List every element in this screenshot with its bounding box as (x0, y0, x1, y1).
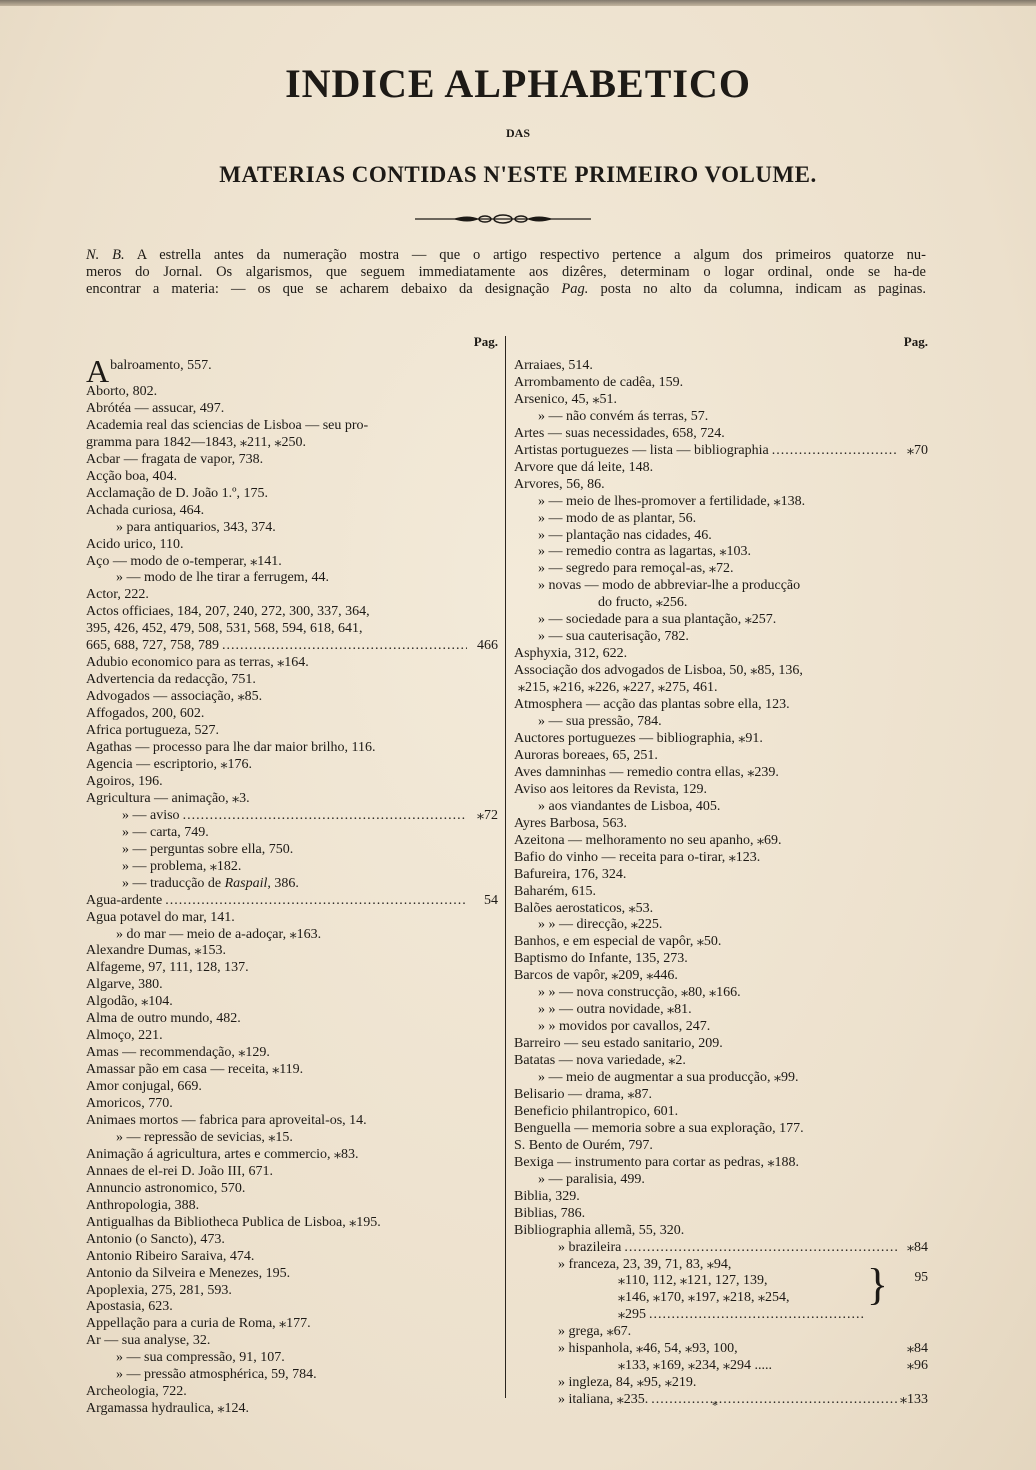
index-entry: Artistas portuguezes — lista — bibliographia ..... ⁎70 (514, 443, 928, 460)
index-entry: Arvore que dá leite, 148. (514, 459, 654, 475)
index-entry: Agua-ardente ..... 54 (86, 893, 498, 910)
index-entry: » italiana, ⁎235. ..... ⁎133 (514, 1392, 928, 1409)
index-entry: Almoço, 221. (86, 1028, 163, 1044)
index-entry: Alma de outro mundo, 482. (86, 1011, 241, 1027)
note-line: meros do Jornal. Os algarismos, que seguem immediatamente aos dizêres, determinam o logar ordinal, onde se ha-de (86, 264, 926, 280)
index-entry: Arvores, 56, 86. (514, 476, 605, 492)
index-entry: Biblias, 786. (514, 1205, 586, 1221)
index-entry: Archeologia, 722. (86, 1384, 187, 1400)
column-page-label: Pag. (903, 334, 928, 349)
index-entry: Apostasia, 623. (86, 1299, 173, 1315)
index-entry: Amoricos, 770. (86, 1096, 173, 1112)
index-entry: » hispanhola, ⁎46, 54, ⁎93, 100, ⁎84 (558, 1341, 928, 1357)
index-entry: Associação dos advogados de Lisboa, 50, ⁎85, 136, (514, 663, 803, 679)
index-entry: Algodão, ⁎104. (86, 994, 173, 1010)
index-entry: Auctores portuguezes — bibliographia, ⁎91. (514, 730, 763, 746)
index-entry: ⁎295 ..... (514, 1307, 868, 1324)
index-entry: » — traducção de Raspail, 386. (122, 875, 299, 891)
index-entry: S. Bento de Ourém, 797. (514, 1137, 653, 1153)
note-line: N. B. A estrella antes da numeração mostra — que o artigo respectivo pertence a algum dos primeiros quatorze nu- (86, 247, 927, 263)
index-entry: Ayres Barbosa, 563. (514, 815, 628, 831)
index-entry: » — modo de as plantar, 56. (538, 510, 697, 526)
index-entry: Advertencia da redacção, 751. (86, 672, 256, 688)
index-entry: Acção boa, 404. (86, 468, 177, 484)
index-entry: Barreiro — seu estado sanitario, 209. (514, 1036, 723, 1052)
index-entry: Asphyxia, 312, 622. (514, 646, 628, 662)
index-entry: Anthropologia, 388. (86, 1197, 200, 1213)
index-entry: » ingleza, 84, ⁎95, ⁎219. (558, 1375, 697, 1391)
index-entry: Antonio (o Sancto), 473. (86, 1231, 225, 1247)
note-nb: N. B. (86, 247, 125, 263)
index-entry: gramma para 1842—1843, ⁎211, ⁎250. (86, 434, 306, 450)
index-entry: Algarve, 380. (86, 977, 163, 993)
index-entry: » grega, ⁎67. (558, 1324, 632, 1340)
index-entry: Actor, 222. (86, 587, 149, 603)
index-entry: » — sua cauterisação, 782. (538, 629, 689, 645)
index-entry: » franceza, 23, 39, 71, 83, ⁎94, (558, 1256, 732, 1272)
index-entry: Amor conjugal, 669. (86, 1079, 202, 1095)
index-entry: » aos viandantes de Lisboa, 405. (538, 798, 721, 814)
index-entry: Abrótéa — assucar, 497. (86, 400, 225, 416)
index-entry: Banhos, e em especial de vapôr, ⁎50. (514, 934, 722, 950)
index-entry: Azeitona — melhoramento no seu apanho, ⁎69. (514, 832, 782, 848)
index-entry: Barcos de vapôr, ⁎209, ⁎446. (514, 968, 678, 984)
index-entry: Affogados, 200, 602. (86, 706, 205, 722)
index-entry: Artes — suas necessidades, 658, 724. (514, 425, 725, 441)
index-entry: » — sua pressão, 784. (538, 714, 662, 730)
index-entry: Acido urico, 110. (86, 536, 184, 552)
index-entry: ⁎146, ⁎170, ⁎197, ⁎218, ⁎254, (618, 1290, 790, 1306)
index-entry: Beneficio philantropico, 601. (514, 1103, 679, 1119)
index-entry: Bexiga — instrumento para cortar as pedras, ⁎188. (514, 1154, 799, 1170)
index-entry: ⁎215, ⁎216, ⁎226, ⁎227, ⁎275, 461. (518, 680, 718, 696)
index-entry: Auroras boreaes, 65, 251. (514, 747, 658, 763)
index-entry: 395, 426, 452, 479, 508, 531, 568, 594, 618, 641, (86, 621, 363, 637)
index-entry: Appellação para a curia de Roma, ⁎177. (86, 1316, 311, 1332)
index-entry: Bafureira, 176, 324. (514, 866, 627, 882)
index-entry: Alexandre Dumas, ⁎153. (86, 943, 226, 959)
index-entry: Agathas — processo para lhe dar maior brilho, 116. (86, 740, 376, 756)
index-entry: Benguella — memoria sobre a sua exploração, 177. (514, 1120, 804, 1136)
index-entry: Aborto, 802. (86, 384, 158, 399)
index-entry: Belisario — drama, ⁎87. (514, 1086, 653, 1102)
index-entry: Advogados — associação, ⁎85. (86, 689, 263, 705)
index-entry: » — modo de lhe tirar a ferrugem, 44. (116, 570, 330, 586)
index-entry: » — aviso ..... ⁎72 (86, 808, 498, 825)
editorial-note (86, 247, 926, 298)
index-entry: 665, 688, 727, 758, 789 ..... 466 (86, 638, 498, 655)
index-page-ref: 95 (914, 1268, 928, 1284)
index-entry: » — meio de lhes-promover a fertilidade, ⁎138. (538, 493, 806, 509)
index-entry: Aviso aos leitores da Revista, 129. (514, 781, 707, 797)
index-entry: Antonio Ribeiro Saraiva, 474. (86, 1248, 255, 1264)
note-line: encontrar a materia: — os que se acharem debaixo da designação Pag. posta no alto da columna, indicam as paginas. (86, 281, 927, 297)
index-entry: » — pressão atmosphérica, 59, 784. (116, 1367, 317, 1383)
index-entry: Annuncio astronomico, 570. (86, 1180, 246, 1196)
index-entry: » — problema, ⁎182. (122, 858, 242, 874)
index-entry: Annaes de el-rei D. João III, 671. (86, 1163, 273, 1179)
index-entry: » — carta, 749. (122, 824, 209, 840)
end-mark: * (712, 1398, 718, 1412)
brace-icon: } (866, 1259, 888, 1309)
index-entry: Argamassa hydraulica, ⁎124. (86, 1401, 250, 1417)
column-page-label: Pag. (473, 334, 498, 349)
index-entry: Antonio da Silveira e Menezes, 195. (86, 1265, 291, 1281)
index-entry: Academia real das sciencias de Lisboa — seu pro- (86, 417, 369, 433)
index-entry: Apoplexia, 275, 281, 593. (86, 1282, 232, 1298)
index-entry: Aço — modo de o-temperar, ⁎141. (86, 553, 282, 569)
index-entry: » — não convém ás terras, 57. (538, 408, 709, 424)
index-entry: » — sociedade para a sua plantação, ⁎257. (538, 612, 777, 628)
index-entry: Batatas — nova variedade, ⁎2. (514, 1053, 686, 1069)
index-entry: Baharém, 615. (514, 883, 597, 899)
index-entry: » » — outra novidade, ⁎81. (538, 1002, 692, 1018)
index-entry: Biblia, 329. (514, 1188, 580, 1204)
franceza-brace-group (514, 1257, 928, 1325)
index-entry: Amassar pão em casa — receita, ⁎119. (86, 1062, 304, 1078)
index-entry: Animaes mortos — fabrica para aproveital-os, 14. (86, 1112, 367, 1128)
index-entry: Bafio do vinho — receita para o-tirar, ⁎123. (514, 849, 761, 865)
index-entry: Agoiros, 196. (86, 773, 163, 789)
index-entry: Africa portugueza, 527. (86, 723, 219, 739)
drop-cap: A (86, 353, 110, 389)
index-entry: » — meio de augmentar a sua producção, ⁎99. (538, 1070, 799, 1086)
index-entry: » » — direcção, ⁎225. (538, 917, 663, 933)
index-column-right (514, 334, 928, 1409)
page-subtitle: MATERIAS CONTIDAS N'ESTE PRIMEIRO VOLUME. (219, 162, 817, 187)
index-entry: » novas — modo de abbreviar-lhe a producção (538, 578, 801, 594)
index-column-left (86, 334, 498, 1418)
index-entry: Acclamação de D. João 1.º, 175. (86, 485, 268, 501)
index-entry: Atmosphera — acção das plantas sobre ella, 123. (514, 697, 790, 713)
index-entry: Actos officiaes, 184, 207, 240, 272, 300, 337, 364, (86, 604, 370, 620)
index-entry: Agencia — escriptorio, ⁎176. (86, 756, 253, 772)
top-edge-shadow (0, 0, 1036, 6)
index-entry: » — paralisia, 499. (538, 1171, 645, 1187)
index-entry: Aves damninhas — remedio contra ellas, ⁎239. (514, 764, 779, 780)
index-entry: Arraiaes, 514. (514, 358, 593, 373)
index-entry: » — remedio contra as lagartas, ⁎103. (538, 544, 752, 560)
index-entry: Amas — recommendação, ⁎129. (86, 1045, 270, 1061)
index-entry: Arsenico, 45, ⁎51. (514, 391, 618, 407)
index-entry: Alfageme, 97, 111, 128, 137. (86, 960, 249, 976)
column-divider (505, 336, 506, 1398)
index-entry: Agricultura — animação, ⁎3. (86, 790, 250, 806)
index-entry: » — segredo para remoçal-as, ⁎72. (538, 561, 734, 577)
index-entry: » — sua compressão, 91, 107. (116, 1350, 285, 1366)
index-entry: Arrombamento de cadêa, 159. (514, 374, 684, 390)
index-entry: » brazileira ..... ⁎84 (514, 1240, 928, 1257)
index-entry: Ar — sua analyse, 32. (86, 1333, 211, 1349)
index-entry: Bibliographia allemã, 55, 320. (514, 1222, 685, 1238)
index-entry: Animação á agricultura, artes e commercio, ⁎83. (86, 1146, 359, 1162)
index-entry: ⁎133, ⁎169, ⁎234, ⁎294 ..... ⁎96 (618, 1358, 928, 1374)
index-entry: » » — nova construcção, ⁎80, ⁎166. (538, 985, 741, 1001)
index-entry: ⁎110, 112, ⁎121, 127, 139, (618, 1273, 768, 1289)
index-entry: » — repressão de sevicias, ⁎15. (116, 1129, 293, 1145)
index-entry: Abalroamento, 557. (86, 353, 212, 389)
index-entry: do fructo, ⁎256. (598, 595, 688, 611)
index-entry: Antigualhas da Bibliotheca Publica de Lisboa, ⁎195. (86, 1214, 381, 1230)
index-entry: » para antiquarios, 343, 374. (116, 519, 276, 535)
index-entry: Agua potavel do mar, 141. (86, 909, 235, 925)
index-entry: » — perguntas sobre ella, 750. (122, 841, 294, 857)
page-title: INDICE ALPHABETICO (285, 61, 751, 106)
index-entry: Achada curiosa, 464. (86, 502, 205, 518)
index-entry: Adubio economico para as terras, ⁎164. (86, 655, 309, 671)
subtitle-das: DAS (505, 126, 530, 140)
index-entry: Baptismo do Infante, 135, 273. (514, 951, 688, 967)
index-entry: » — plantação nas cidades, 46. (538, 527, 712, 543)
ornament-divider-icon (413, 208, 593, 230)
index-entry: » do mar — meio de a-adoçar, ⁎163. (116, 926, 322, 942)
index-entry: » » movidos por cavallos, 247. (538, 1019, 711, 1035)
index-entry: Acbar — fragata de vapor, 738. (86, 451, 264, 467)
index-entry: Balões aerostaticos, ⁎53. (514, 900, 654, 916)
